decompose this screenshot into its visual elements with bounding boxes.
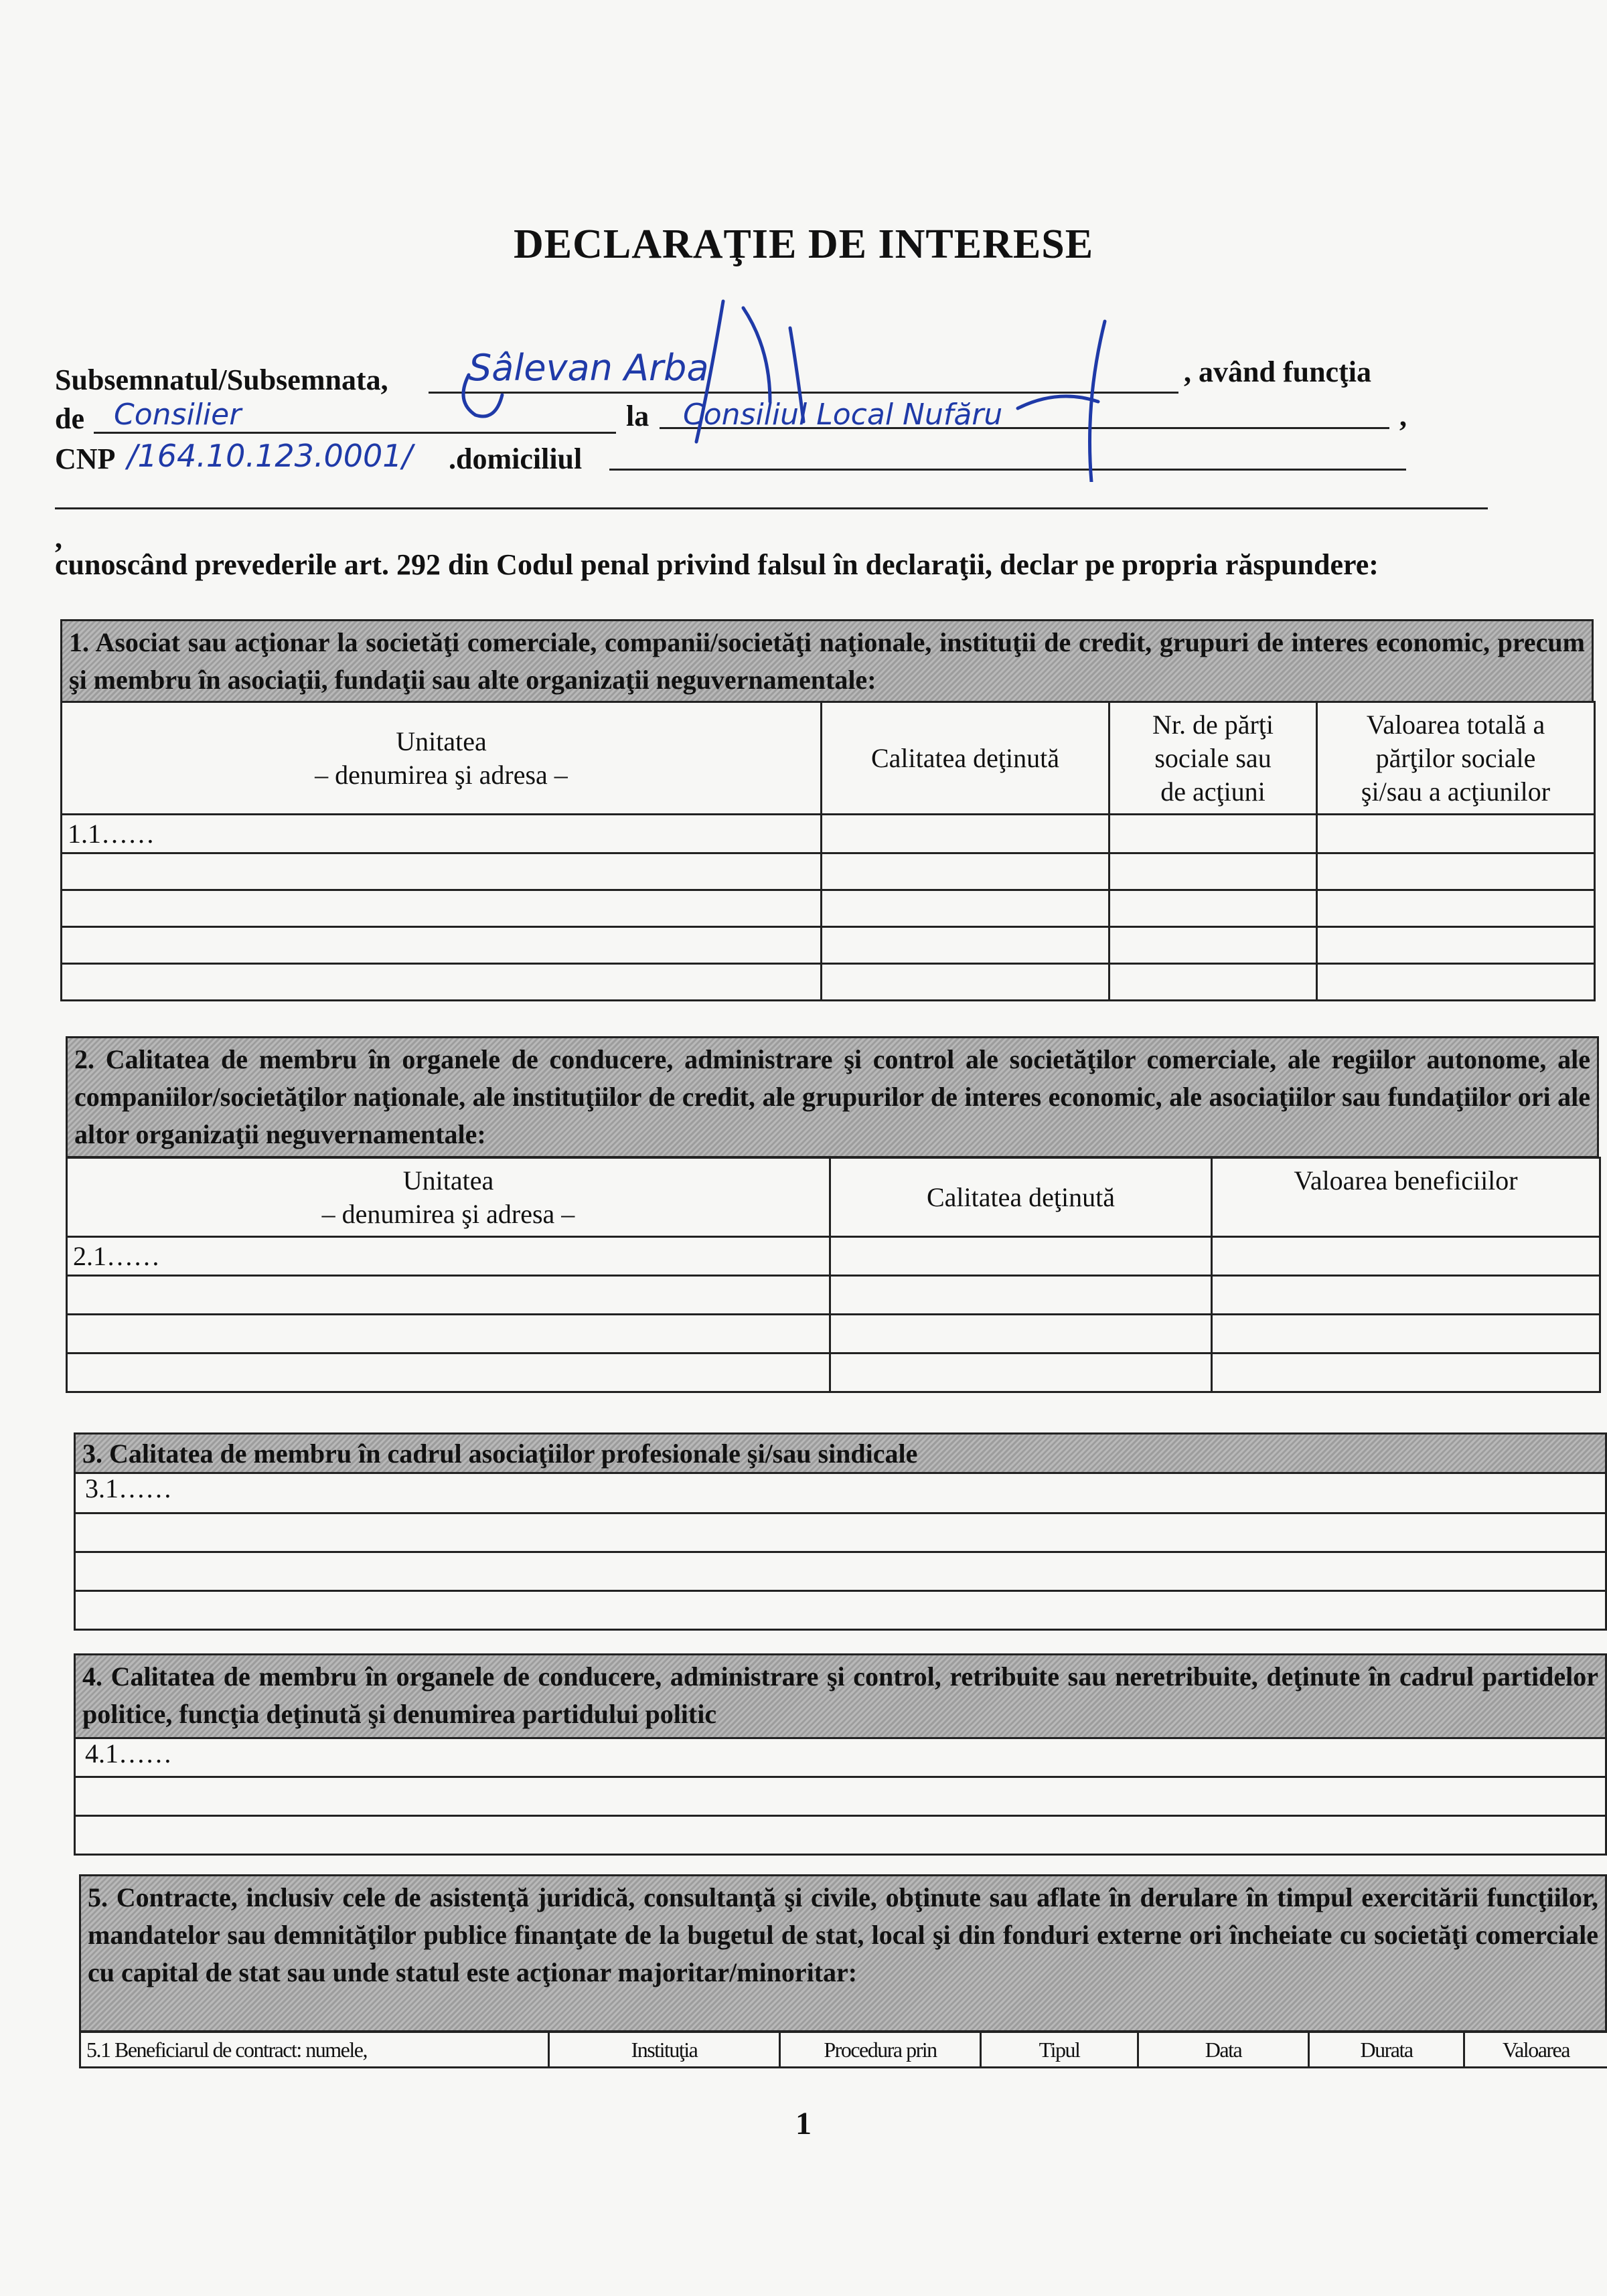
s2-col-valoarea: Valoarea beneficiilor: [1212, 1158, 1600, 1237]
cnp-label: CNP: [55, 442, 116, 475]
domiciliul-label: .domiciliul: [449, 442, 583, 475]
s4-row-1: 4.1……: [76, 1738, 1605, 1778]
document-title: DECLARAŢIE DE INTERESE: [513, 222, 1094, 267]
s5-col-procedura: Procedura prin: [780, 2032, 981, 2068]
subsemnatul-label: Subsemnatul/Subsemnata,: [55, 363, 388, 396]
s1-col-nr-parti: Nr. de părţi sociale sau de acţiuni: [1109, 702, 1317, 815]
page-number: 1: [795, 2106, 812, 2141]
section5-heading: 5. Contracte, inclusiv cele de asistenţă juridică, consultanţă şi civile, obţinute sau aflate în derulare în timpul exercitării funcţiilor, mandatelor sau demnităţilor publice finanţate de la bugetul de stat, local şi din fonduri externe ori încheiate cu societăţi comerciale cu capital de stat sau unde statul este acţionar majoritar/minoritar:: [79, 1874, 1607, 2032]
s1-col-calitatea: Calitatea deţinută: [822, 702, 1109, 815]
la-comma: ,: [1399, 400, 1407, 432]
la-value: Consiliul Local Nufăru: [683, 398, 1003, 432]
s5-col-beneficiarul: 5.1 Beneficiarul de contract: numele,: [80, 2032, 549, 2068]
section5-table: [79, 2031, 1607, 2068]
section4-lines: [74, 1738, 1607, 1856]
s2-col-calitatea: Calitatea deţinută: [830, 1158, 1212, 1237]
section2-table: [66, 1157, 1601, 1393]
de-label: de: [55, 402, 84, 435]
section1-table: [60, 701, 1596, 1001]
section1-heading: 1. Asociat sau acţionar la societăţi comerciale, companii/societăţi naţionale, instituţii de credit, grupuri de interes economic, precum şi membru în asociaţii, fundaţii sau alte organizaţii neguvernamentale:: [60, 619, 1594, 703]
section2-heading: 2. Calitatea de membru în organele de conducere, administrare şi control ale societăţilor comerciale, ale regiilor autonome, ale companiilor/societăţilor naţionale, ale instituţiilor de credit, ale grupurilor de interes economic, ale asociaţiilor sau fundaţiilor ori ale altor organizaţii neguvernamentale:: [66, 1036, 1599, 1158]
signature-scribble: [429, 281, 1205, 482]
s1-col-unitatea: Unitatea – denumirea şi adresa –: [62, 702, 822, 815]
address-line: [55, 507, 1488, 509]
s1-row-1: 1.1……: [62, 815, 822, 853]
s1-col-valoarea: Valoarea totală a părţilor sociale şi/sau a acţiunilor: [1317, 702, 1595, 815]
intro-text: cunoscând prevederile art. 292 din Codul penal privind falsul în declaraţii, declar pe propria răspundere:: [55, 548, 1379, 581]
s2-row-1: 2.1……: [67, 1237, 830, 1276]
cnp-value: /164.10.123.0001/: [127, 438, 413, 474]
la-label: la: [626, 400, 649, 432]
s5-col-valoarea: Valoarea: [1464, 2032, 1607, 2068]
s3-row-1: 3.1……: [76, 1473, 1605, 1514]
de-value: Consilier: [114, 398, 242, 432]
avand-functia-label: , având funcţia: [1184, 355, 1371, 388]
s5-col-institutia: Instituţia: [549, 2032, 780, 2068]
subsemnatul-value: Sâlevan Arba: [469, 347, 709, 389]
section3-lines: [74, 1473, 1607, 1631]
s5-col-durata: Durata: [1309, 2032, 1464, 2068]
s5-col-data: Data: [1138, 2032, 1309, 2068]
section4-heading: 4. Calitatea de membru în organele de conducere, administrare şi control, retribuite sau neretribuite, deţinute în cadrul partidelor politice, funcţia deţinută şi denumirea partidului politic: [74, 1653, 1607, 1739]
s5-col-tipul: Tipul: [981, 2032, 1138, 2068]
s2-col-unitatea: Unitatea – denumirea şi adresa –: [67, 1158, 830, 1237]
section3-heading: 3. Calitatea de membru în cadrul asociaţiilor profesionale şi/sau sindicale: [74, 1432, 1607, 1474]
lead-comma: ,: [55, 521, 62, 554]
